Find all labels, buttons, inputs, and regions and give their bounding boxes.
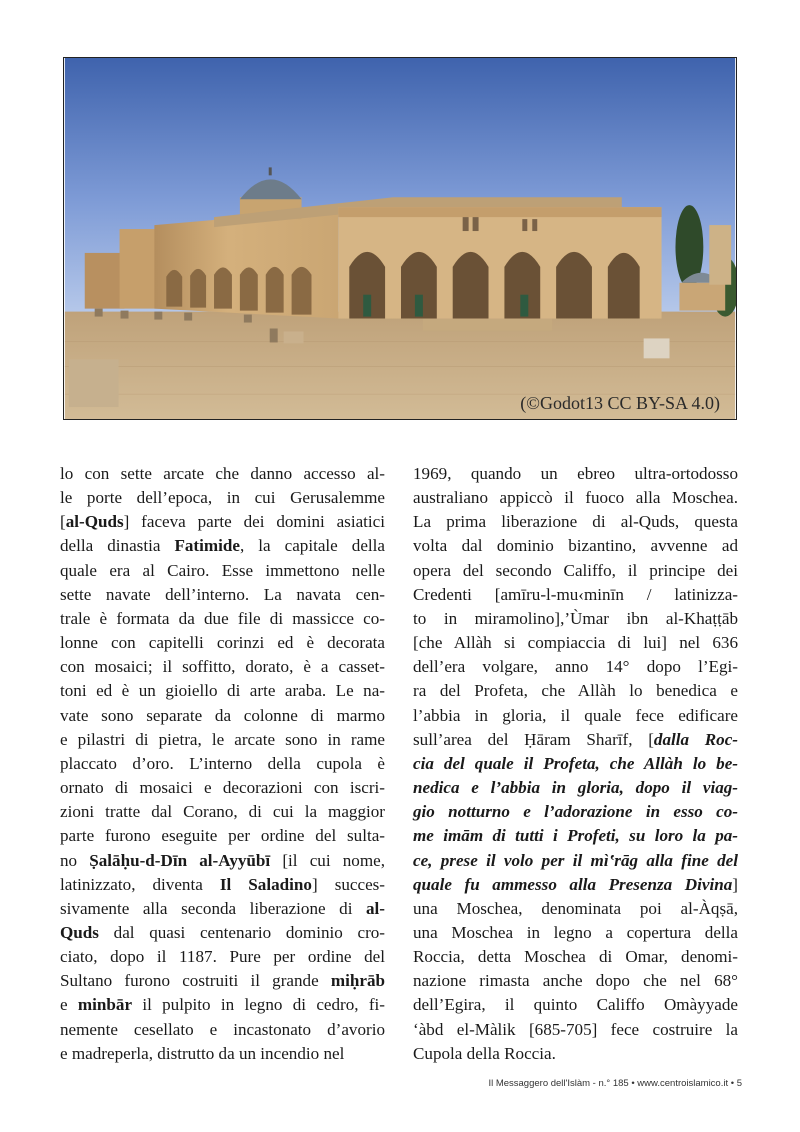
text-run: 1969, quando un ebreo ultra-ortodosso (413, 464, 738, 483)
text-line (413, 993, 738, 1017)
text-line (413, 1018, 738, 1042)
text-line (60, 655, 385, 679)
text-line (413, 534, 738, 558)
text-run: ra del Profeta, che Allàh lo benedica e (413, 681, 738, 701)
text-line (413, 631, 738, 655)
text-run: e madreperla, distrutto da un incendio nel (60, 1043, 345, 1063)
text-line (413, 655, 738, 679)
text-run: australiano appiccò il fuoco alla Moschea. (413, 488, 738, 508)
text-line (413, 897, 738, 921)
text-line (60, 486, 385, 510)
photo-credit: (©Godot13 CC BY-SA 4.0) (520, 393, 720, 413)
text-line (60, 534, 385, 558)
emphasized-text: gio notturno e l’adorazione in esso co- (413, 802, 738, 822)
text-run: vate sono separate da colonne di marmo (60, 705, 385, 725)
text-run: ornato di mosaici e decorazioni con iscri- (60, 778, 385, 798)
text-line (60, 752, 385, 776)
text-run: sette navate dell’interno. La navata cen- (60, 584, 385, 604)
emphasized-text: al- (366, 898, 385, 918)
emphasized-text: cia del quale il Profeta, che Allàh lo be- (413, 753, 738, 773)
text-run: le porte dell’epoca, in cui Gerusalemme (60, 488, 385, 508)
text-line (60, 704, 385, 728)
text-line (413, 607, 738, 631)
text-line (60, 921, 385, 945)
text-run: to in miramolino],’Ùmar ibn al-Khaṭṭāb (413, 608, 738, 628)
text-run: ] succes- (311, 874, 386, 894)
text-run: [il cui nome, (270, 850, 385, 870)
text-run: latinizzato, diventa (60, 874, 220, 894)
text-run: opera del secondo Califfo, il principe dei (413, 560, 738, 580)
text-run: nemente cesellato e incastonato d’avorio (60, 1019, 385, 1039)
emphasized-text: nedica e l’abbia in gloria, dopo il viag- (413, 778, 738, 798)
text-line (413, 704, 738, 728)
text-run: Cupola della Roccia. (413, 1043, 556, 1063)
text-line (413, 776, 738, 800)
left-text-column (60, 462, 385, 1066)
text-run: ] (732, 874, 738, 894)
text-line (413, 510, 738, 534)
text-line (60, 1042, 385, 1066)
text-line (60, 728, 385, 752)
text-run: ‘àbd el-Màlik [685-705] fece costruire la (413, 1019, 738, 1039)
text-line (60, 607, 385, 631)
text-line (60, 1018, 385, 1042)
text-line (60, 824, 385, 848)
text-run: volta dal dominio bizantino, avvenne ad (413, 536, 738, 556)
emphasized-text: miḥrāb (330, 971, 385, 991)
text-line (60, 679, 385, 703)
text-line (413, 752, 738, 776)
page-footer: Il Messaggero dell'Islàm - n.° 185 • www.centroislamico.it • 5 (488, 1078, 742, 1089)
text-run: e pilastri di pietra, le arcate sono in rame (60, 729, 385, 749)
text-line (413, 559, 738, 583)
text-line (60, 897, 385, 921)
text-run: Roccia, detta Moschea di Omar, denomi- (413, 947, 738, 967)
text-run: no (60, 850, 90, 870)
text-line (60, 510, 385, 534)
text-line (60, 800, 385, 824)
emphasized-text: Ṣalāḥu-d-Dīn al-Ayyūbī (89, 850, 271, 870)
text-line (413, 583, 738, 607)
text-run: il pulpito in legno di cedro, fi- (132, 995, 385, 1015)
emphasized-text: ce, prese il volo per il mì‛rāg alla fine del (413, 850, 738, 870)
text-line (413, 1042, 738, 1066)
text-run: con mosaici; il soffitto, dorato, è a casset- (60, 657, 385, 677)
text-run: lo con sette arcate che danno accesso al- (60, 464, 385, 483)
text-run: e (60, 995, 78, 1015)
al-aqsa-mosque-illustration (64, 58, 736, 419)
text-line (413, 728, 738, 752)
text-line (413, 679, 738, 703)
emphasized-text: Quds (60, 922, 99, 942)
text-line (60, 849, 385, 873)
text-line (60, 631, 385, 655)
text-line (60, 945, 385, 969)
text-run: [ (60, 512, 66, 532)
text-line (413, 849, 738, 873)
text-line (413, 969, 738, 993)
mosque-photo (63, 57, 737, 420)
text-run: sull’area del Ḥāram Sharīf, [ (413, 729, 654, 749)
text-line (60, 993, 385, 1017)
text-run: lonne con capitelli corinzi ed è decorata (60, 633, 385, 653)
text-run: dell’Egira, il quinto Califfo Omàyyade (413, 995, 738, 1015)
text-line (60, 873, 385, 897)
text-line (413, 800, 738, 824)
text-line (60, 969, 385, 993)
text-line (413, 945, 738, 969)
text-run: trale è formata da due file di massicce co- (60, 608, 385, 628)
emphasized-text: quale fu ammesso alla Presenza Divina (413, 874, 733, 894)
text-line (60, 559, 385, 583)
text-run: dell’era volgare, anno 14° dopo l’Egi- (413, 657, 738, 677)
right-text-column (413, 462, 738, 1066)
emphasized-text: dalla Roc- (653, 729, 739, 749)
text-run: ciato, dopo il 1187. Pure per ordine del (60, 947, 385, 967)
text-run: placcato d’oro. L’interno della cupola è (60, 753, 385, 773)
emphasized-text: Il Saladino (219, 874, 312, 894)
text-run: quale era al Cairo. Esse immettono nelle (60, 560, 385, 580)
text-line (413, 873, 738, 897)
emphasized-text: al-Quds (65, 512, 124, 532)
text-run: toni ed è un gioiello di arte araba. Le na- (60, 681, 385, 701)
emphasized-text: Fatimide (174, 536, 240, 556)
text-line (413, 462, 738, 486)
text-run: una Moschea in legno a copertura della (413, 922, 738, 942)
text-line (60, 462, 385, 486)
text-run: zioni tratte dal Corano, di cui la maggior (60, 802, 385, 822)
text-run: l’abbia in gloria, il quale fece edificare (413, 705, 738, 725)
text-run: della dinastia (60, 536, 175, 556)
emphasized-text: me imām di tutti i Profeti, su loro la pa- (413, 826, 738, 846)
text-run: Sultano furono costruiti il grande (60, 971, 331, 991)
text-run: , la capitale della (239, 536, 385, 556)
emphasized-text: minbār (77, 995, 133, 1015)
text-run: sivamente alla seconda liberazione di (60, 898, 366, 918)
text-line (413, 824, 738, 848)
text-run: parte furono eseguite per ordine del sulta- (60, 826, 385, 846)
text-run: nazione rimasta anche dopo che nel 68° (413, 971, 738, 991)
text-line (60, 776, 385, 800)
text-run: una Moschea, denominata poi al-Àqṣā, (413, 898, 738, 918)
text-line (60, 583, 385, 607)
text-run: ] faceva parte dei domini asiatici (123, 512, 385, 532)
text-run: [che Allàh si compiaccia di lui] nel 636 (413, 633, 738, 653)
text-line (413, 921, 738, 945)
text-run: Credenti [amīru-l-mu‹minīn / latinizza- (413, 584, 738, 604)
text-line (413, 486, 738, 510)
text-run: dal quasi centenario dominio cro- (98, 922, 385, 942)
text-run: La prima liberazione di al-Quds, questa (413, 512, 738, 532)
